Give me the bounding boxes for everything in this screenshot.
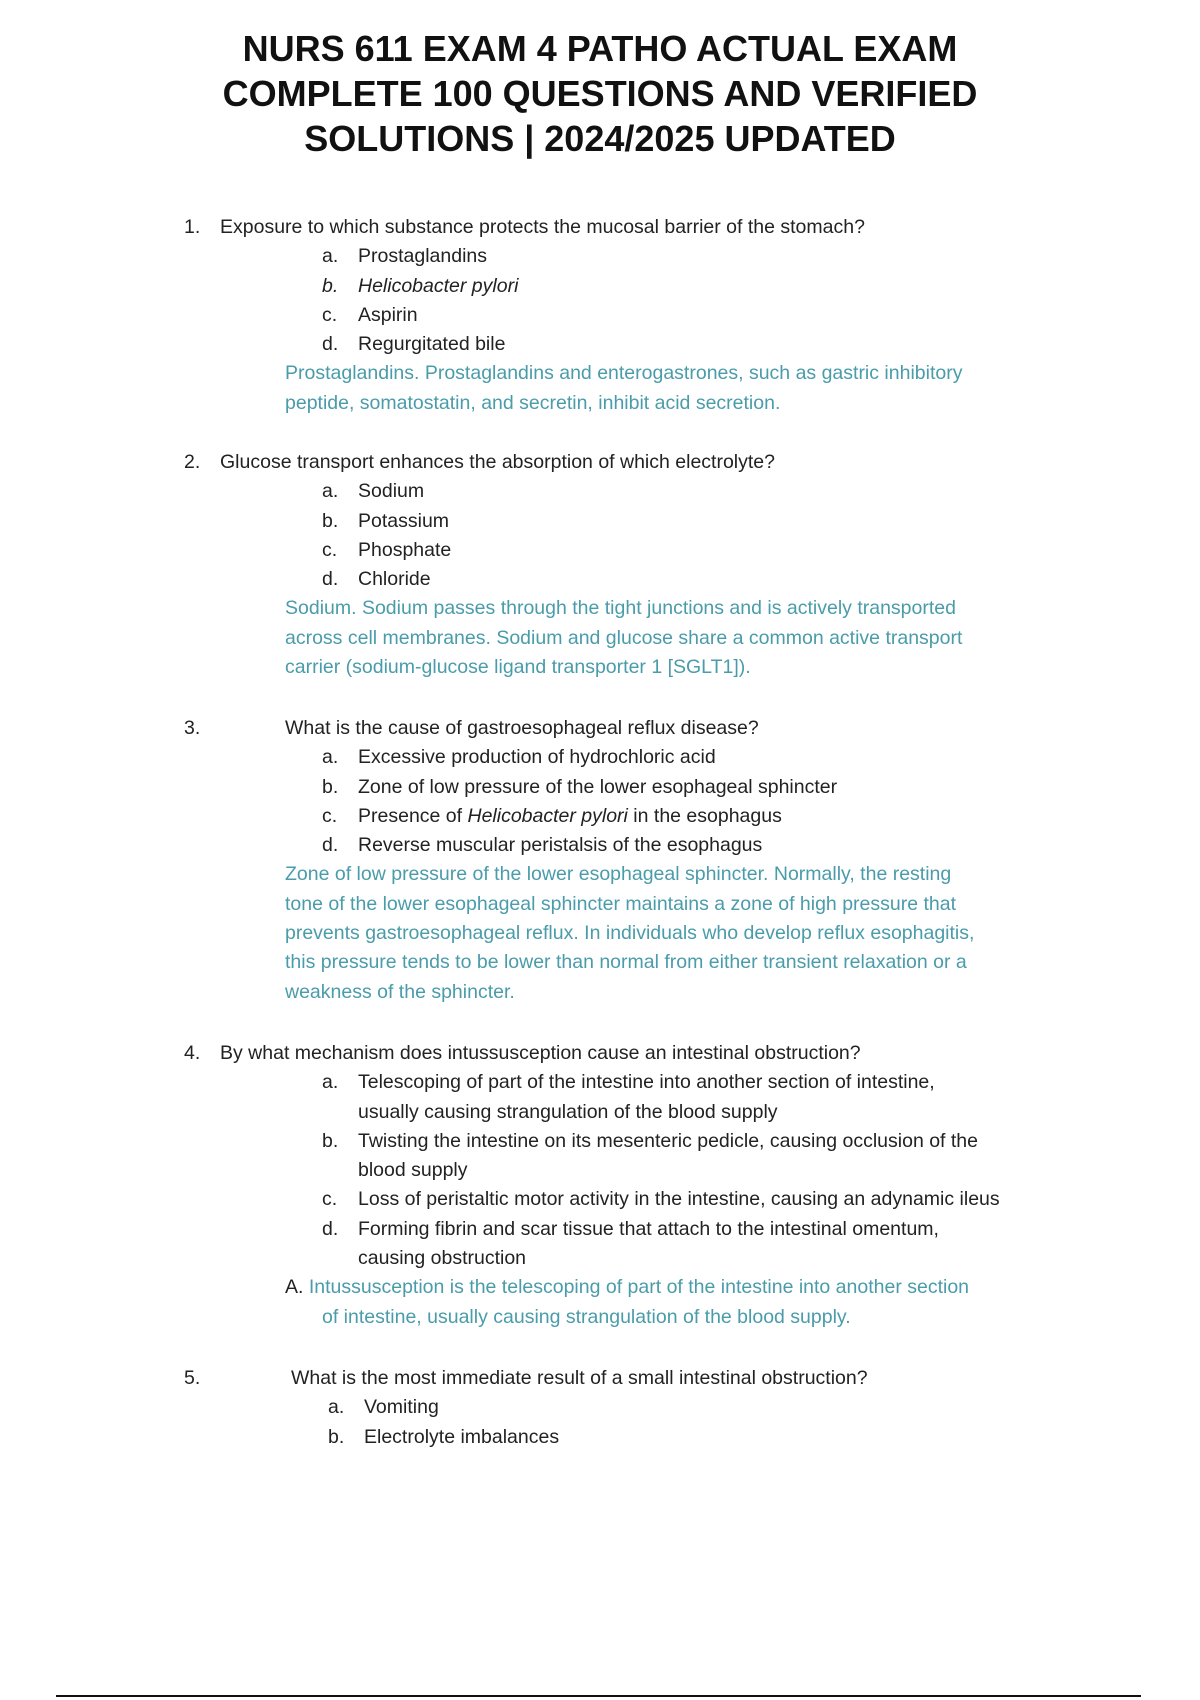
- option-letter: b.: [322, 274, 339, 297]
- question-number: 5.: [184, 1367, 201, 1389]
- option-letter: a.: [328, 1396, 345, 1419]
- option-letter: d.: [322, 834, 339, 857]
- option-letter: a.: [322, 1071, 339, 1094]
- option-letter: a.: [322, 480, 339, 503]
- question-2: [0, 448, 1200, 682]
- answer-letter: A.: [285, 1276, 304, 1299]
- question-text: Exposure to which substance protects the mucosal barrier of the stomach?: [220, 216, 865, 238]
- option-text: Excessive production of hydrochloric acid: [358, 746, 716, 769]
- option-text: Vomiting: [364, 1396, 439, 1419]
- option-text: Aspirin: [358, 303, 418, 326]
- answer-explanation: tone of the lower esophageal sphincter maintains a zone of high pressure that: [285, 892, 957, 915]
- question-1: [0, 213, 1200, 418]
- option-text: Electrolyte imbalances: [364, 1425, 560, 1448]
- question-text: What is the most immediate result of a small intestinal obstruction?: [291, 1367, 868, 1389]
- option-text: blood supply: [358, 1159, 468, 1182]
- answer-explanation: Prostaglandins. Prostaglandins and enterogastrones, such as gastric inhibitory: [285, 362, 963, 385]
- option-text: causing obstruction: [358, 1247, 527, 1270]
- option-text-italic: Helicobacter pylori: [467, 804, 628, 827]
- option-text: Prostaglandins: [358, 245, 487, 268]
- answer-explanation: weakness of the sphincter.: [285, 980, 515, 1003]
- answer-explanation: carrier (sodium-glucose ligand transporter 1 [SGLT1]).: [285, 656, 751, 679]
- option-letter: a.: [322, 245, 339, 268]
- question-number: 3.: [184, 717, 201, 739]
- option-text: Twisting the intestine on its mesenteric pedicle, causing occlusion of the: [358, 1129, 979, 1152]
- answer-explanation: of intestine, usually causing strangulation of the blood supply.: [322, 1305, 851, 1328]
- question-5: [0, 1364, 1200, 1452]
- option-text: Telescoping of part of the intestine into another section of intestine,: [358, 1071, 935, 1094]
- option-text: Loss of peristaltic motor activity in the intestine, causing an adynamic ileus: [358, 1188, 1000, 1211]
- title-line-1: NURS 611 EXAM 4 PATHO ACTUAL EXAM: [242, 28, 958, 69]
- option-text: Zone of low pressure of the lower esophageal sphincter: [358, 775, 838, 798]
- answer-explanation: [285, 1273, 969, 1302]
- option-text-part: Presence of: [358, 804, 468, 827]
- option-letter: c.: [322, 538, 338, 561]
- title-line-3: SOLUTIONS | 2024/2025 UPDATED: [304, 118, 896, 159]
- option-text: Reverse muscular peristalsis of the esophagus: [358, 834, 763, 857]
- option-letter: b.: [322, 775, 339, 798]
- option-letter: d.: [322, 568, 339, 591]
- answer-explanation: peptide, somatostatin, and secretin, inhibit acid secretion.: [285, 391, 781, 414]
- question-3: [0, 714, 1200, 1007]
- answer-explanation: across cell membranes. Sodium and glucose share a common active transport: [285, 626, 963, 649]
- option-letter: b.: [328, 1425, 345, 1448]
- question-text: Glucose transport enhances the absorption of which electrolyte?: [220, 451, 775, 473]
- answer-explanation: prevents gastroesophageal reflux. In individuals who develop reflux esophagitis,: [285, 922, 975, 945]
- option-text-part: in the esophagus: [627, 804, 782, 827]
- option-text: Forming fibrin and scar tissue that attach to the intestinal omentum,: [358, 1217, 939, 1240]
- option-letter: c.: [322, 1188, 338, 1211]
- option-letter: d.: [322, 333, 339, 356]
- question-number: 1.: [184, 216, 201, 238]
- option-text: Chloride: [358, 568, 431, 591]
- option-letter: d.: [322, 1217, 339, 1240]
- option-letter: c.: [322, 804, 338, 827]
- question-number: 2.: [184, 451, 201, 473]
- answer-explanation: this pressure tends to be lower than normal from either transient relaxation or a: [285, 951, 967, 974]
- title-line-2: COMPLETE 100 QUESTIONS AND VERIFIED: [222, 73, 978, 114]
- answer-explanation: Sodium. Sodium passes through the tight junctions and is actively transported: [285, 597, 956, 620]
- answer-text: Intussusception is the telescoping of part of the intestine into another section: [308, 1276, 970, 1299]
- option-text: Regurgitated bile: [358, 333, 506, 356]
- option-text: [358, 802, 782, 831]
- option-letter: c.: [322, 303, 338, 326]
- option-text: Sodium: [358, 480, 425, 503]
- option-text: usually causing strangulation of the blood supply: [358, 1100, 778, 1123]
- question-number: 4.: [184, 1042, 201, 1064]
- footer-divider: [56, 1695, 1141, 1697]
- document-title: [0, 26, 1200, 161]
- option-text: Helicobacter pylori: [358, 274, 519, 297]
- option-letter: b.: [322, 509, 339, 532]
- option-text: Potassium: [358, 509, 450, 532]
- answer-explanation: Zone of low pressure of the lower esophageal sphincter. Normally, the resting: [285, 863, 952, 886]
- question-text: What is the cause of gastroesophageal reflux disease?: [285, 717, 759, 739]
- question-text: By what mechanism does intussusception cause an intestinal obstruction?: [220, 1042, 861, 1064]
- option-letter: b.: [322, 1129, 339, 1152]
- option-text: Phosphate: [358, 538, 452, 561]
- option-letter: a.: [322, 746, 339, 769]
- question-4: [0, 1039, 1200, 1332]
